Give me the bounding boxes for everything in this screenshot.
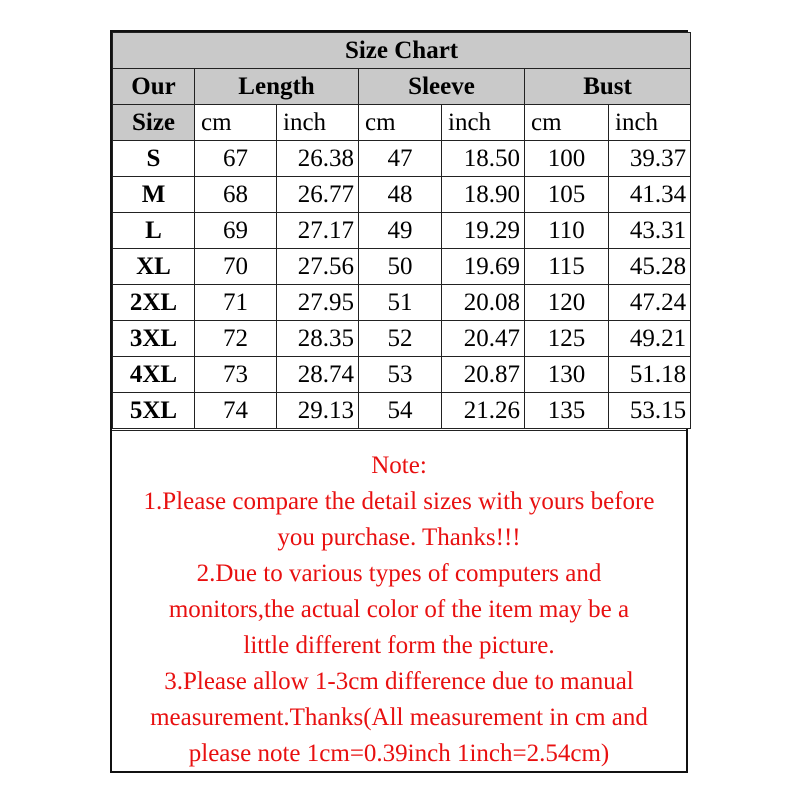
bust-cm-header: cm: [525, 105, 609, 141]
note-line: 1.Please compare the detail sizes with yours before: [143, 488, 655, 515]
note-line: 3.Please allow 1-3cm difference due to manual: [164, 668, 634, 695]
bust-cm-cell: 125: [525, 321, 609, 357]
length-header: Length: [195, 69, 359, 105]
sleeve-cm-cell: 52: [359, 321, 442, 357]
bust-inch-cell: 51.18: [609, 357, 691, 393]
sleeve-cm-cell: 48: [359, 177, 442, 213]
sleeve-inch-cell: 19.69: [442, 249, 525, 285]
length-cm-cell: 70: [195, 249, 277, 285]
table-row: [113, 357, 691, 393]
bust-cm-cell: 120: [525, 285, 609, 321]
length-inch-cell: 26.38: [277, 141, 359, 177]
size-cell: 2XL: [113, 285, 195, 321]
size-cell: 5XL: [113, 393, 195, 429]
length-cm-cell: 67: [195, 141, 277, 177]
bust-inch-cell: 41.34: [609, 177, 691, 213]
table-row: [113, 321, 691, 357]
sleeve-cm-cell: 53: [359, 357, 442, 393]
sleeve-inch-cell: 18.50: [442, 141, 525, 177]
size-table: [112, 32, 691, 429]
length-inch-cell: 28.74: [277, 357, 359, 393]
sleeve-inch-cell: 19.29: [442, 213, 525, 249]
length-inch-cell: 27.17: [277, 213, 359, 249]
bust-cm-cell: 135: [525, 393, 609, 429]
bust-cm-cell: 110: [525, 213, 609, 249]
length-cm-cell: 68: [195, 177, 277, 213]
note-line: monitors,the actual color of the item may be a: [168, 596, 630, 623]
bust-cm-cell: 115: [525, 249, 609, 285]
chart-title: Size Chart: [113, 33, 691, 69]
sleeve-inch-cell: 20.08: [442, 285, 525, 321]
bust-cm-cell: 100: [525, 141, 609, 177]
length-inch-header: inch: [277, 105, 359, 141]
note-section: [112, 430, 686, 771]
sleeve-inch-cell: 21.26: [442, 393, 525, 429]
length-inch-cell: 28.35: [277, 321, 359, 357]
note-line: you purchase. Thanks!!!: [277, 524, 521, 551]
bust-inch-cell: 39.37: [609, 141, 691, 177]
sleeve-inch-cell: 20.87: [442, 357, 525, 393]
size-cell: 3XL: [113, 321, 195, 357]
size-cell: S: [113, 141, 195, 177]
note-line: 2.Due to various types of computers and: [196, 560, 602, 587]
sleeve-header: Sleeve: [359, 69, 525, 105]
bust-inch-cell: 49.21: [609, 321, 691, 357]
note-line: please note 1cm=0.39inch 1inch=2.54cm): [188, 740, 610, 767]
table-row: [113, 141, 691, 177]
sleeve-inch-cell: 18.90: [442, 177, 525, 213]
our-size-header-top: Our: [113, 69, 195, 105]
note-line: little different form the picture.: [243, 632, 555, 659]
sleeve-cm-cell: 51: [359, 285, 442, 321]
bust-cm-cell: 105: [525, 177, 609, 213]
size-cell: L: [113, 213, 195, 249]
bust-inch-header: inch: [609, 105, 691, 141]
size-cell: M: [113, 177, 195, 213]
size-cell: XL: [113, 249, 195, 285]
note-line: measurement.Thanks(All measurement in cm and: [150, 704, 648, 731]
sleeve-inch-cell: 20.47: [442, 321, 525, 357]
sleeve-inch-header: inch: [442, 105, 525, 141]
length-cm-cell: 71: [195, 285, 277, 321]
table-row: [113, 213, 691, 249]
sleeve-cm-cell: 49: [359, 213, 442, 249]
length-cm-cell: 69: [195, 213, 277, 249]
length-cm-cell: 74: [195, 393, 277, 429]
bust-inch-cell: 45.28: [609, 249, 691, 285]
bust-inch-cell: 53.15: [609, 393, 691, 429]
sleeve-cm-cell: 50: [359, 249, 442, 285]
table-row: [113, 177, 691, 213]
bust-cm-cell: 130: [525, 357, 609, 393]
size-cell: 4XL: [113, 357, 195, 393]
length-cm-header: cm: [195, 105, 277, 141]
bust-inch-cell: 43.31: [609, 213, 691, 249]
sleeve-cm-cell: 54: [359, 393, 442, 429]
bust-header: Bust: [525, 69, 691, 105]
table-row: [113, 285, 691, 321]
table-row: [113, 249, 691, 285]
length-inch-cell: 27.56: [277, 249, 359, 285]
length-inch-cell: 26.77: [277, 177, 359, 213]
sleeve-cm-header: cm: [359, 105, 442, 141]
length-inch-cell: 29.13: [277, 393, 359, 429]
note-heading: Note:: [371, 452, 427, 479]
size-chart: [110, 30, 688, 773]
length-cm-cell: 73: [195, 357, 277, 393]
bust-inch-cell: 47.24: [609, 285, 691, 321]
our-size-header-bottom: Size: [113, 105, 195, 141]
length-inch-cell: 27.95: [277, 285, 359, 321]
table-row: [113, 393, 691, 429]
length-cm-cell: 72: [195, 321, 277, 357]
sleeve-cm-cell: 47: [359, 141, 442, 177]
